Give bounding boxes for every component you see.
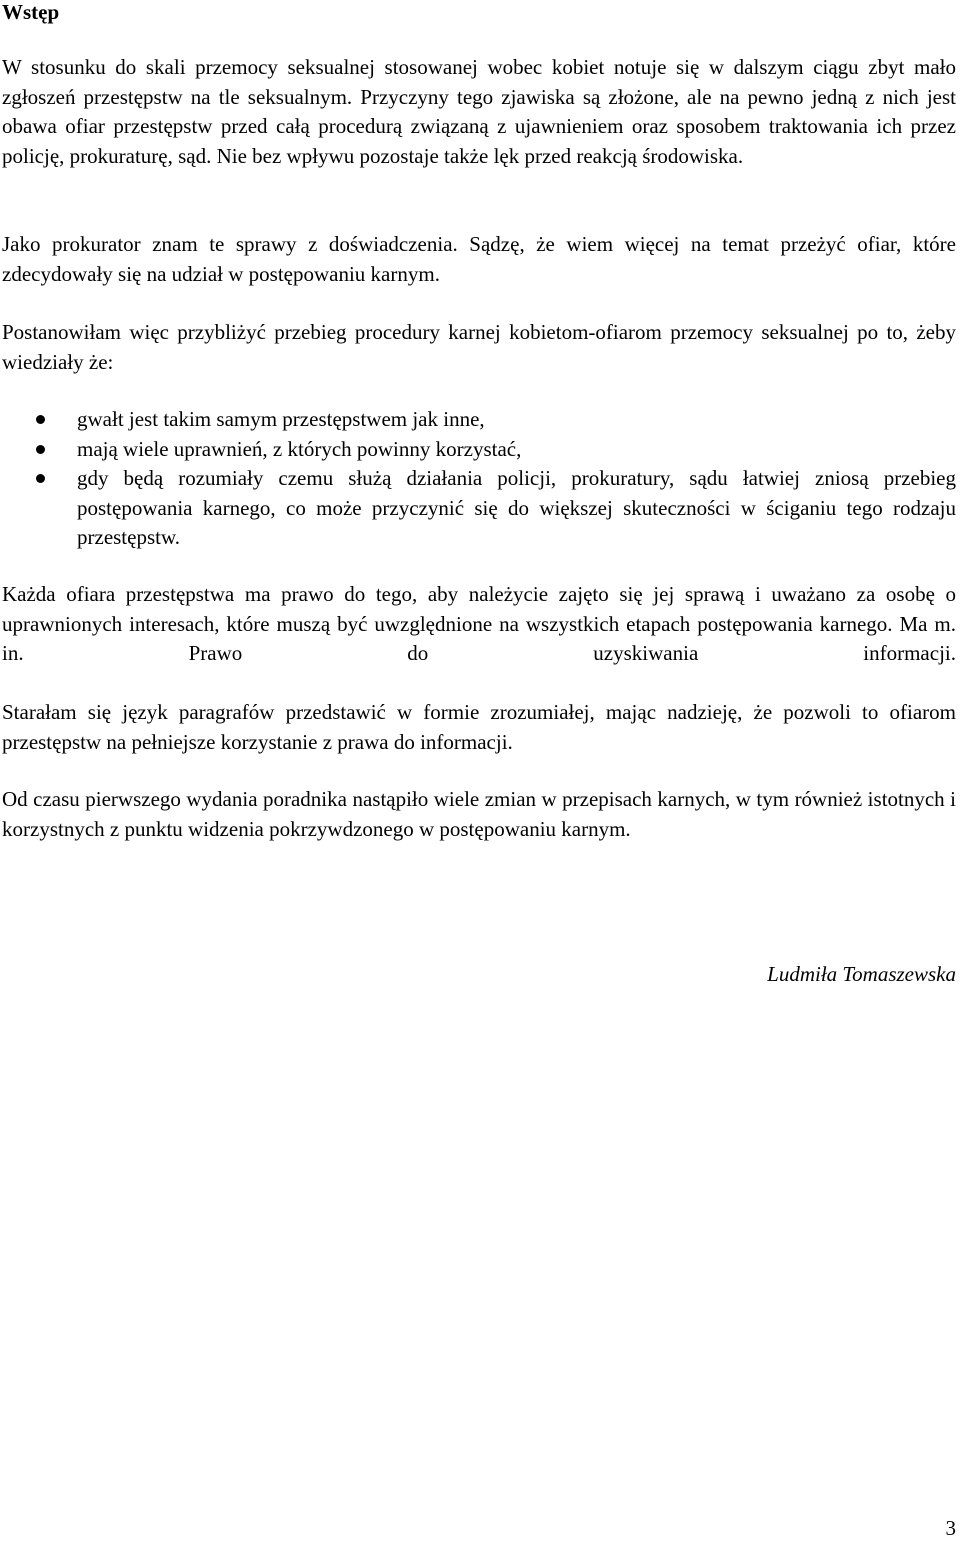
page-number: 3 — [945, 1516, 956, 1540]
list-item-text: mają wiele uprawnień, z których powinny korzystać, — [77, 436, 522, 461]
changes-paragraph: Od czasu pierwszego wydania poradnika nastąpiło wiele zmian w przepisach karnych, w tym również istotnych i korzystnych z punktu widzenia pokrzywdzonego w postępowaniu karnym. — [2, 787, 956, 841]
language-paragraph: Starałam się język paragrafów przedstawić w formie zrozumiałej, mając nadzieję, że pozwoli to ofiarom przestępstw na pełniejsze korzystanie z prawa do informacji. — [2, 700, 956, 754]
section-title: Wstęp — [2, 0, 60, 24]
purpose-paragraph: Postanowiłam więc przybliżyć przebieg procedury karnej kobietom-ofiarom przemocy seksualnej po to, żeby wiedziały że: — [2, 320, 956, 374]
list-item — [0, 464, 956, 553]
intro-paragraph: W stosunku do skali przemocy seksualnej stosowanej wobec kobiet notuje się w dalszym ciągu zbyt mało zgłoszeń przestępstw na tle seksualnym. Przyczyny tego zjawiska są złożone, ale na pewno jedną z nich jest obawa ofiar przestępstw przed całą procedurą związaną z ujawnieniem oraz sposobem traktowania ich przez policję, prokuraturę, sąd. Nie bez wpływu pozostaje także lęk przed reakcją środowiska. — [2, 55, 956, 168]
author-signature: Ludmiła Tomaszewska — [767, 962, 956, 986]
bullet-icon — [36, 445, 45, 454]
prosecutor-paragraph: Jako prokurator znam te sprawy z doświadczenia. Sądzę, że wiem więcej na temat przeżyć ofiar, które zdecydowały się na udział w postępowaniu karnym. — [2, 232, 956, 286]
bullet-icon — [36, 415, 45, 424]
bullet-icon — [36, 474, 45, 483]
list-item-text: gwałt jest takim samym przestępstwem jak inne, — [77, 407, 485, 431]
rights-paragraph: Każda ofiara przestępstwa ma prawo do tego, aby należycie zajęto się jej sprawą i uważano za osobę o uprawnionych interesach, które muszą być uwzględnione na wszystkich etapach postępowania karnego. Ma m. in. Prawo do uzyskiwania informacji. — [2, 582, 956, 665]
list-item — [0, 435, 956, 465]
list-item-text: gdy będą rozumiały czemu służą działania policji, prokuratury, sądu łatwiej zniosą przebieg postępowania karnego, co może przyczynić się do większej skuteczności w ściganiu tego rodzaju przestępstw. — [77, 466, 956, 549]
bullet-list — [0, 405, 956, 553]
list-item — [0, 405, 956, 435]
